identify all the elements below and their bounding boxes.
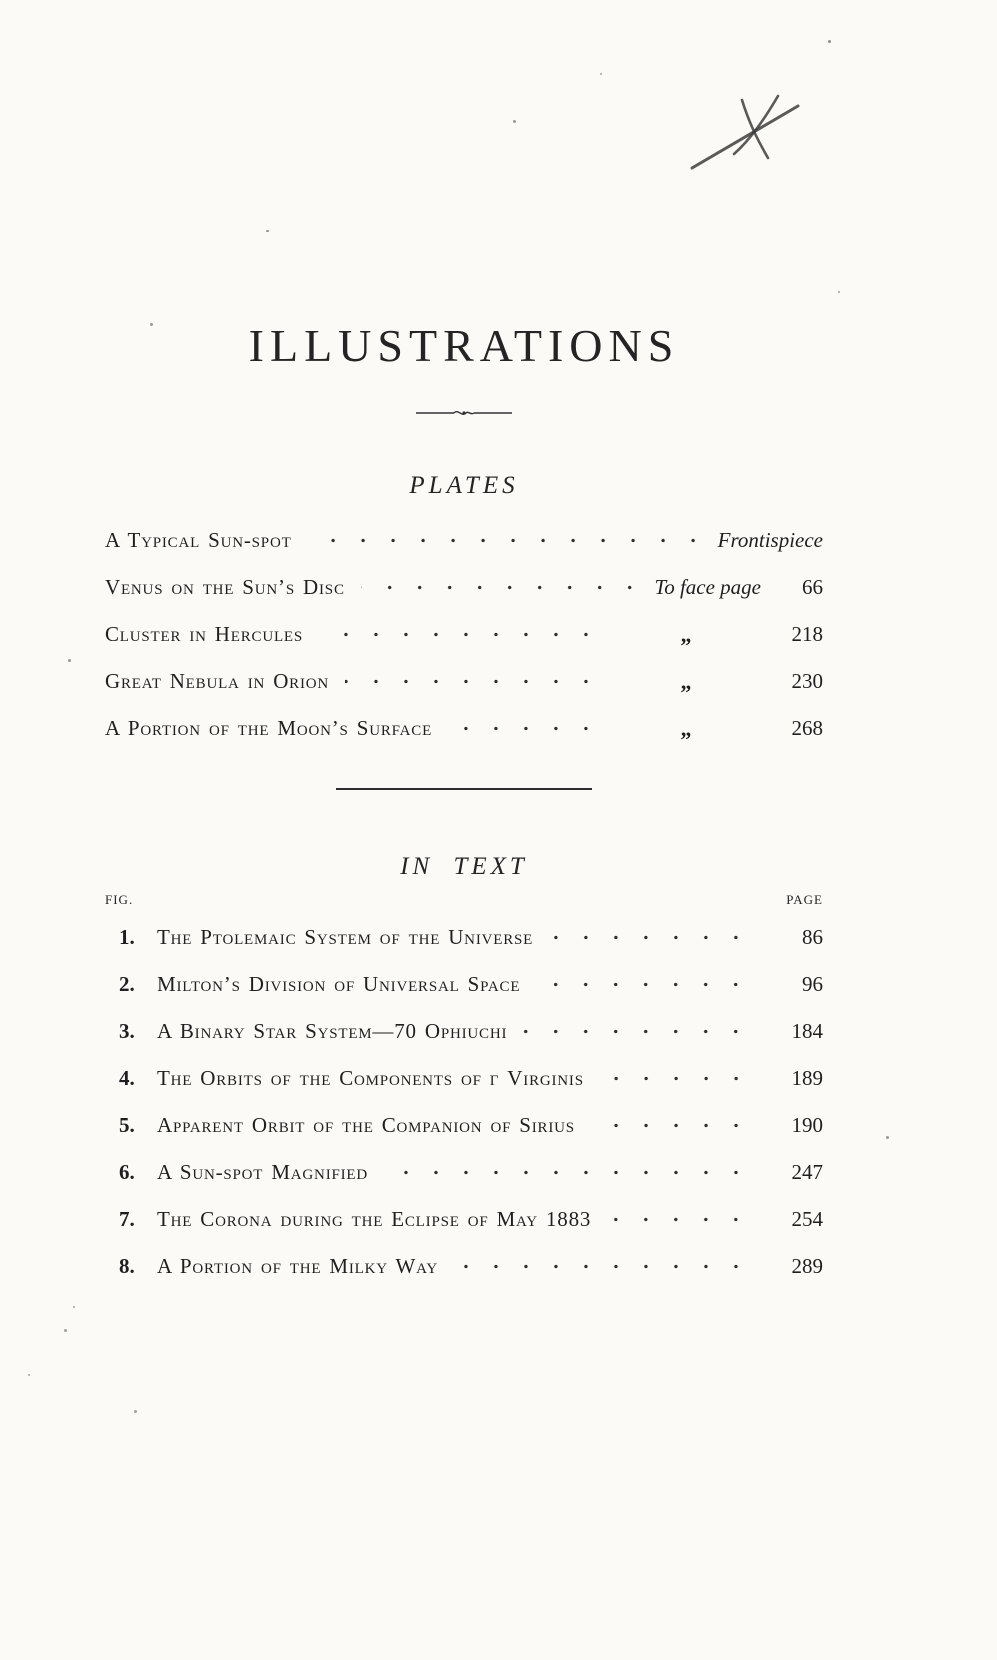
plate-ref: Frontispiece xyxy=(717,528,823,552)
ditto-mark: „ xyxy=(680,621,692,647)
figure-title: Apparent Orbit of the Companion of Sirius xyxy=(157,1113,575,1137)
page-number: 254 xyxy=(791,1207,823,1231)
plates-list xyxy=(105,517,823,752)
ditto-mark: „ xyxy=(680,715,692,741)
scan-speck xyxy=(73,1306,75,1308)
figure-title: The Ptolemaic System of the Universe xyxy=(157,925,534,949)
dot-leader xyxy=(308,538,708,543)
page-number: 268 xyxy=(791,716,823,740)
figure-title: A Binary Star System—70 Ophiuchi xyxy=(157,1019,508,1043)
scan-speck xyxy=(886,1136,889,1139)
page-column-label: PAGE xyxy=(786,892,823,907)
figure-number: 5. xyxy=(119,1113,135,1137)
plate-title: A Portion of the Moon’s Surface xyxy=(105,716,433,740)
figure-number: 6. xyxy=(119,1160,135,1184)
figure-title: A Portion of the Milky Way xyxy=(157,1254,439,1278)
dot-leader xyxy=(345,679,601,684)
scan-speck xyxy=(68,659,71,662)
scan-speck xyxy=(838,291,840,293)
plate-row xyxy=(105,658,823,705)
plate-title: A Typical Sun-spot xyxy=(105,528,292,552)
ditto-mark: „ xyxy=(680,668,692,694)
figure-row xyxy=(105,914,823,961)
dot-leader xyxy=(607,1217,751,1222)
dot-leader xyxy=(454,1264,751,1269)
plate-row xyxy=(105,517,823,564)
title-ornament xyxy=(416,407,512,419)
page-title: ILLUSTRATIONS xyxy=(248,320,680,371)
plate-row xyxy=(105,705,823,752)
dot-leader xyxy=(361,585,645,590)
figure-title: A Sun-spot Magnified xyxy=(157,1160,369,1184)
page-number: 189 xyxy=(791,1066,823,1090)
figure-number: 1. xyxy=(119,925,135,949)
figure-list-header xyxy=(105,892,823,908)
plate-row xyxy=(105,564,823,611)
figure-title: The Orbits of the Components of γ Virginis xyxy=(157,1066,584,1090)
page-number: 247 xyxy=(791,1160,823,1184)
figure-row xyxy=(105,1196,823,1243)
figure-row xyxy=(105,1149,823,1196)
figure-number: 3. xyxy=(119,1019,135,1043)
page-number: 230 xyxy=(791,669,823,693)
figure-row xyxy=(105,1008,823,1055)
scan-speck xyxy=(64,1329,67,1332)
page-number: 66 xyxy=(802,575,823,599)
plate-title: Great Nebula in Orion xyxy=(105,669,330,693)
figure-number: 8. xyxy=(119,1254,135,1278)
dot-leader xyxy=(536,982,751,987)
figure-row xyxy=(105,1055,823,1102)
dot-leader xyxy=(319,632,601,637)
scan-speck xyxy=(28,1374,30,1376)
scan-speck xyxy=(134,1410,137,1413)
section-divider xyxy=(336,788,592,790)
figure-number: 7. xyxy=(119,1207,135,1231)
plates-heading: PLATES xyxy=(409,472,519,499)
figure-title: Milton’s Division of Universal Space xyxy=(157,972,521,996)
figure-row xyxy=(105,1102,823,1149)
page-number: 96 xyxy=(802,972,823,996)
scan-speck xyxy=(828,40,831,43)
plate-title: Venus on the Sun’s Disc xyxy=(105,575,345,599)
figure-list xyxy=(105,914,823,1290)
figure-row xyxy=(105,1243,823,1290)
figure-number: 2. xyxy=(119,972,135,996)
dot-leader xyxy=(591,1123,751,1128)
fig-column-label: FIG. xyxy=(105,892,134,907)
figure-title: The Corona during the Eclipse of May 1883 xyxy=(157,1207,592,1231)
dot-leader xyxy=(448,726,601,731)
page-number: 190 xyxy=(791,1113,823,1137)
content-column xyxy=(105,0,823,1290)
figure-number: 4. xyxy=(119,1066,135,1090)
page-number: 289 xyxy=(791,1254,823,1278)
page-number: 184 xyxy=(791,1019,823,1043)
dot-leader xyxy=(600,1076,751,1081)
dot-leader xyxy=(384,1170,751,1175)
page-number: 218 xyxy=(791,622,823,646)
plate-row xyxy=(105,611,823,658)
figure-row xyxy=(105,961,823,1008)
dot-leader xyxy=(549,935,751,940)
plate-title: Cluster in Hercules xyxy=(105,622,304,646)
in-text-heading: IN TEXT xyxy=(400,853,528,880)
dot-leader xyxy=(523,1029,751,1034)
page-number: 86 xyxy=(802,925,823,949)
plate-ref: To face page xyxy=(654,575,761,599)
